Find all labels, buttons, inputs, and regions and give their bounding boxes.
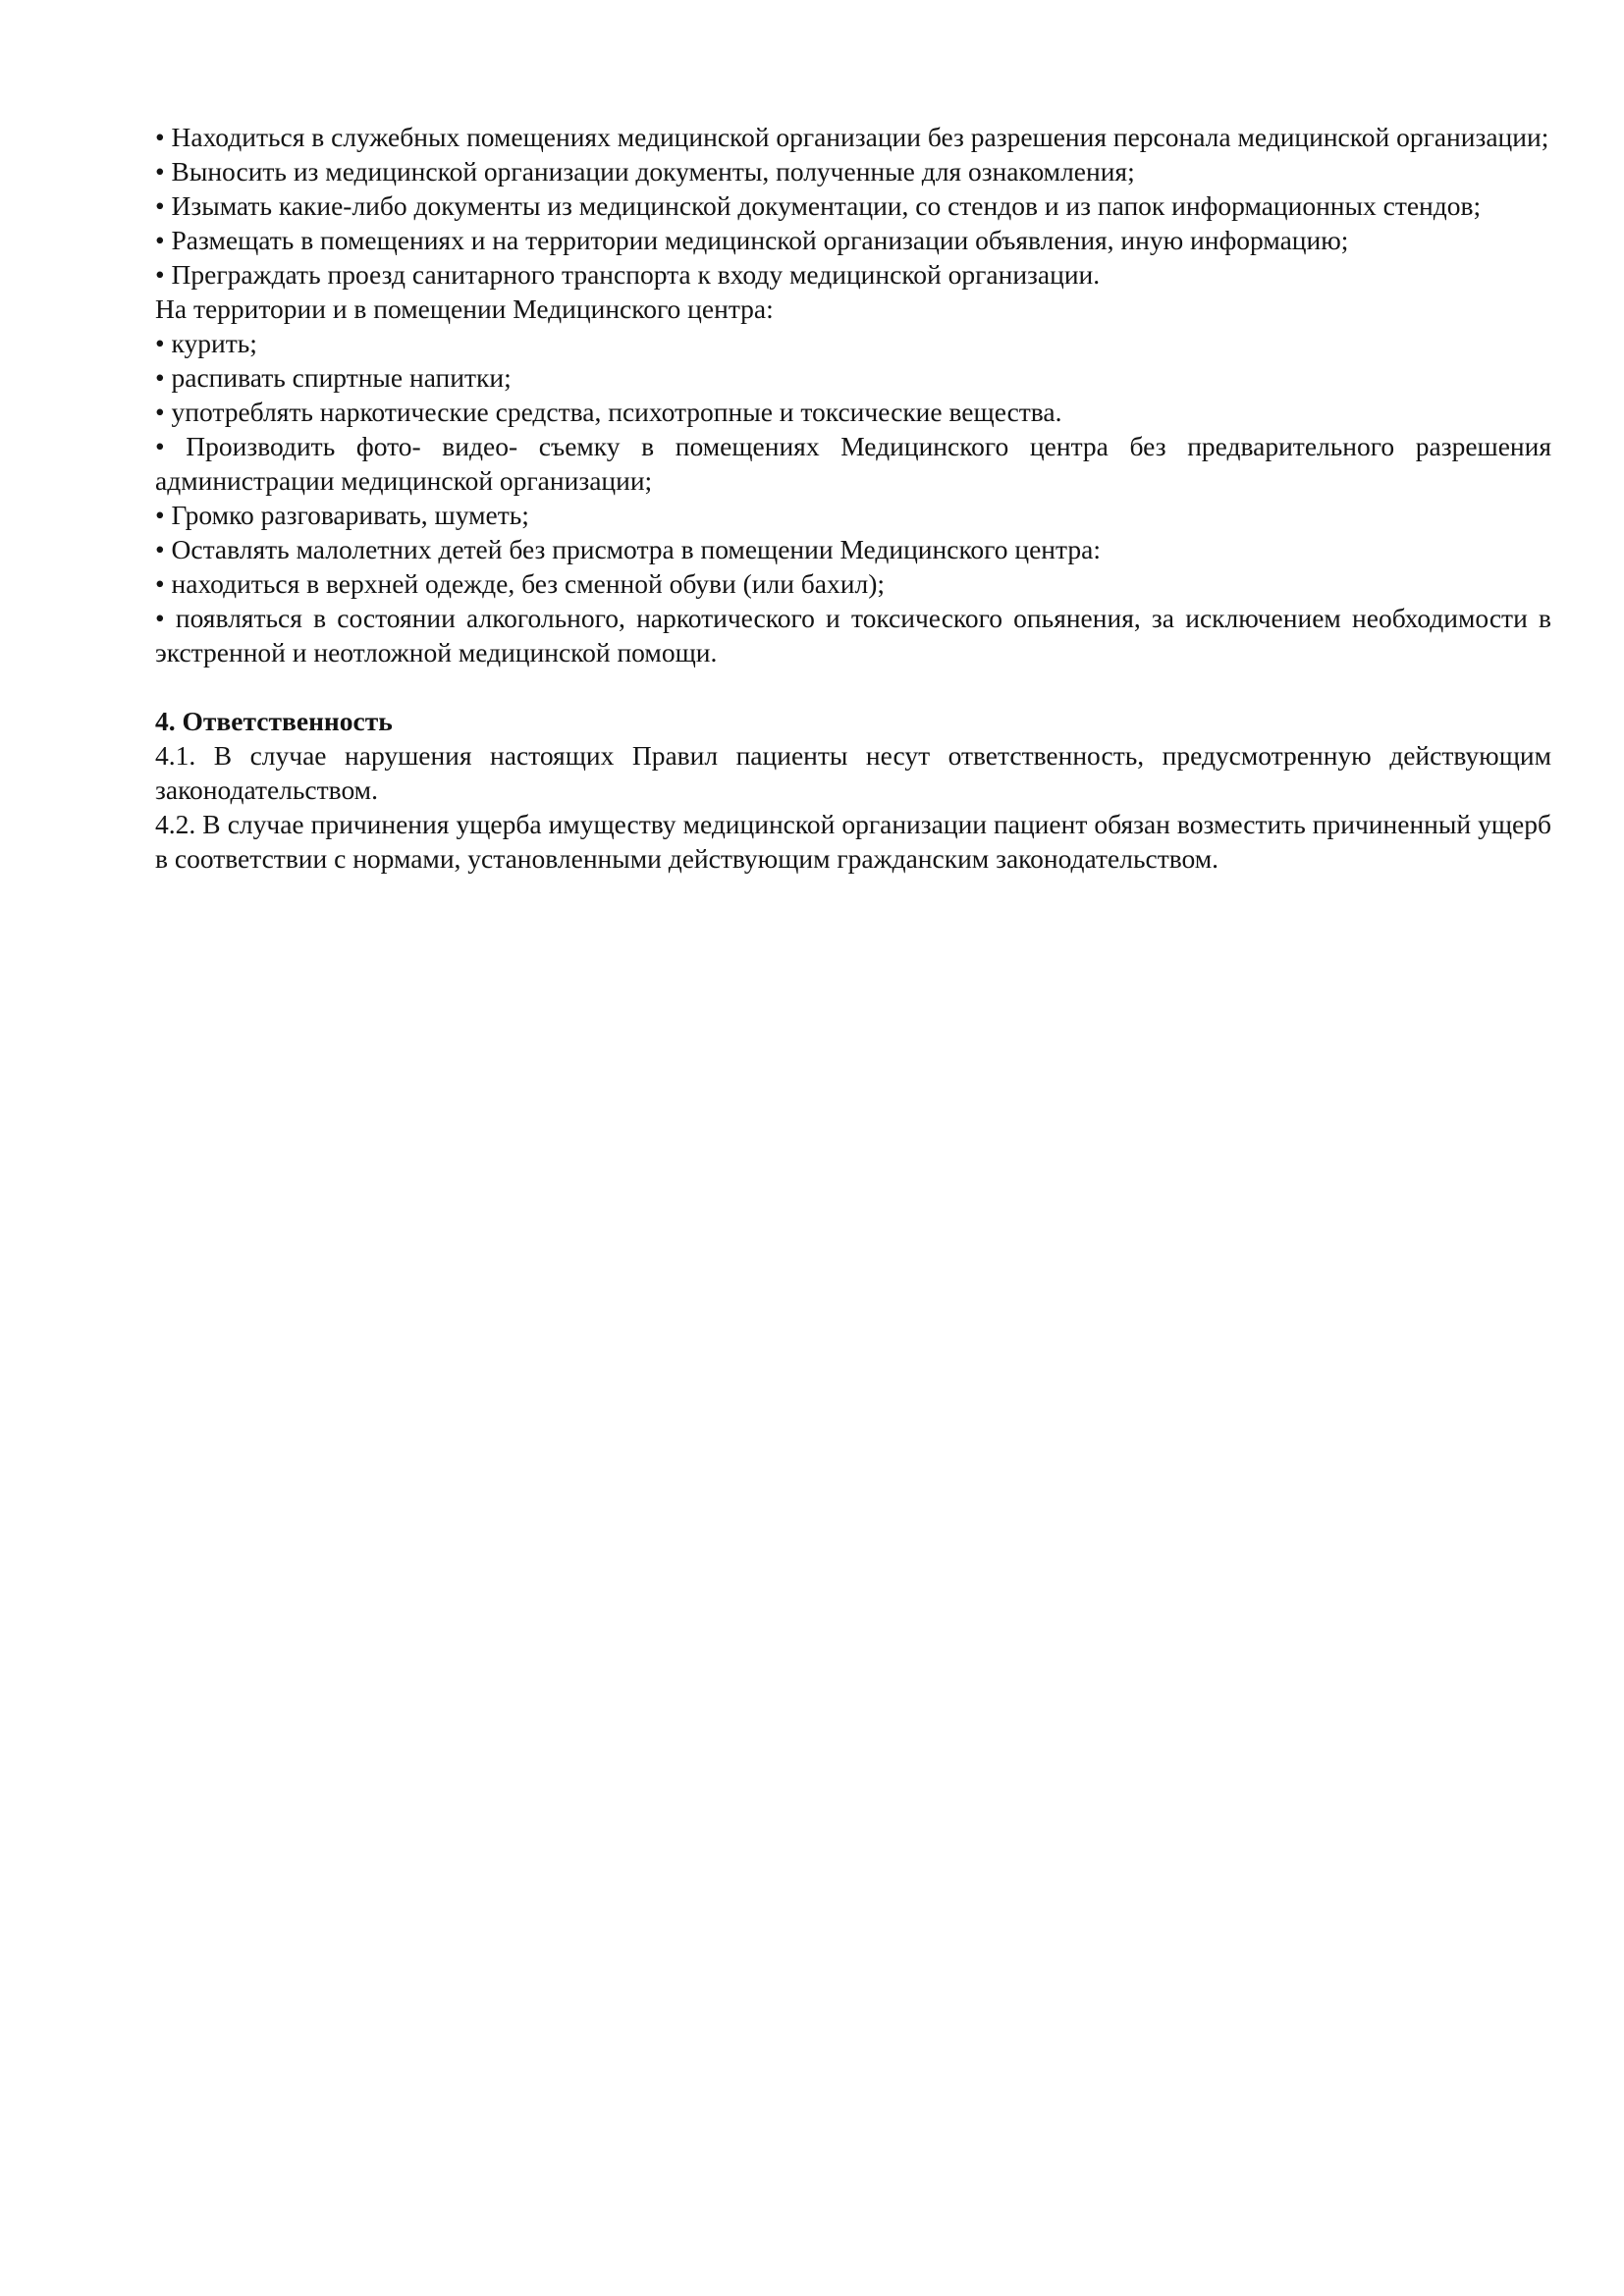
list-item: • употреблять наркотические средства, психотропные и токсические вещества. <box>155 395 1551 429</box>
territory-intro: На территории и в помещении Медицинского центра: <box>155 294 774 324</box>
section-heading: 4. Ответственность <box>155 706 393 736</box>
section-paragraph: 4.1. В случае нарушения настоящих Правил пациенты несут ответственность, предусмотренную действующим законодательством. <box>155 740 1551 805</box>
list-item: • курить; <box>155 326 1551 360</box>
list-item: • Производить фото- видео- съемку в помещениях Медицинского центра без предварительного разрешения администрации медицинской организации; <box>155 429 1551 498</box>
list-item: • распивать спиртные напитки; <box>155 360 1551 395</box>
document-page <box>155 120 1551 876</box>
list-item: • появляться в состоянии алкогольного, наркотического и токсического опьянения, за исключением необходимости в экстренной и неотложной медицинской помощи. <box>155 601 1551 669</box>
list-item: • Размещать в помещениях и на территории медицинской организации объявления, иную информацию; <box>155 223 1551 257</box>
list-item: • Преграждать проезд санитарного транспорта к входу медицинской организации. <box>155 257 1551 292</box>
section-paragraph: 4.2. В случае причинения ущерба имуществу медицинской организации пациент обязан возместить причиненный ущерб в соответствии с нормами, установленными действующим гражданским законодательством. <box>155 809 1551 874</box>
list-item: • Изымать какие-либо документы из медицинской документации, со стендов и из папок информационных стендов; <box>155 188 1551 223</box>
list-item: • Громко разговаривать, шуметь; <box>155 498 1551 532</box>
list-item: • Оставлять малолетних детей без присмотра в помещении Медицинского центра: <box>155 532 1551 566</box>
list-item: • Находиться в служебных помещениях медицинской организации без разрешения персонала медицинской организации; <box>155 120 1551 154</box>
list-item: • находиться в верхней одежде, без сменной обуви (или бахил); <box>155 566 1551 601</box>
list-item: • Выносить из медицинской организации документы, полученные для ознакомления; <box>155 154 1551 188</box>
